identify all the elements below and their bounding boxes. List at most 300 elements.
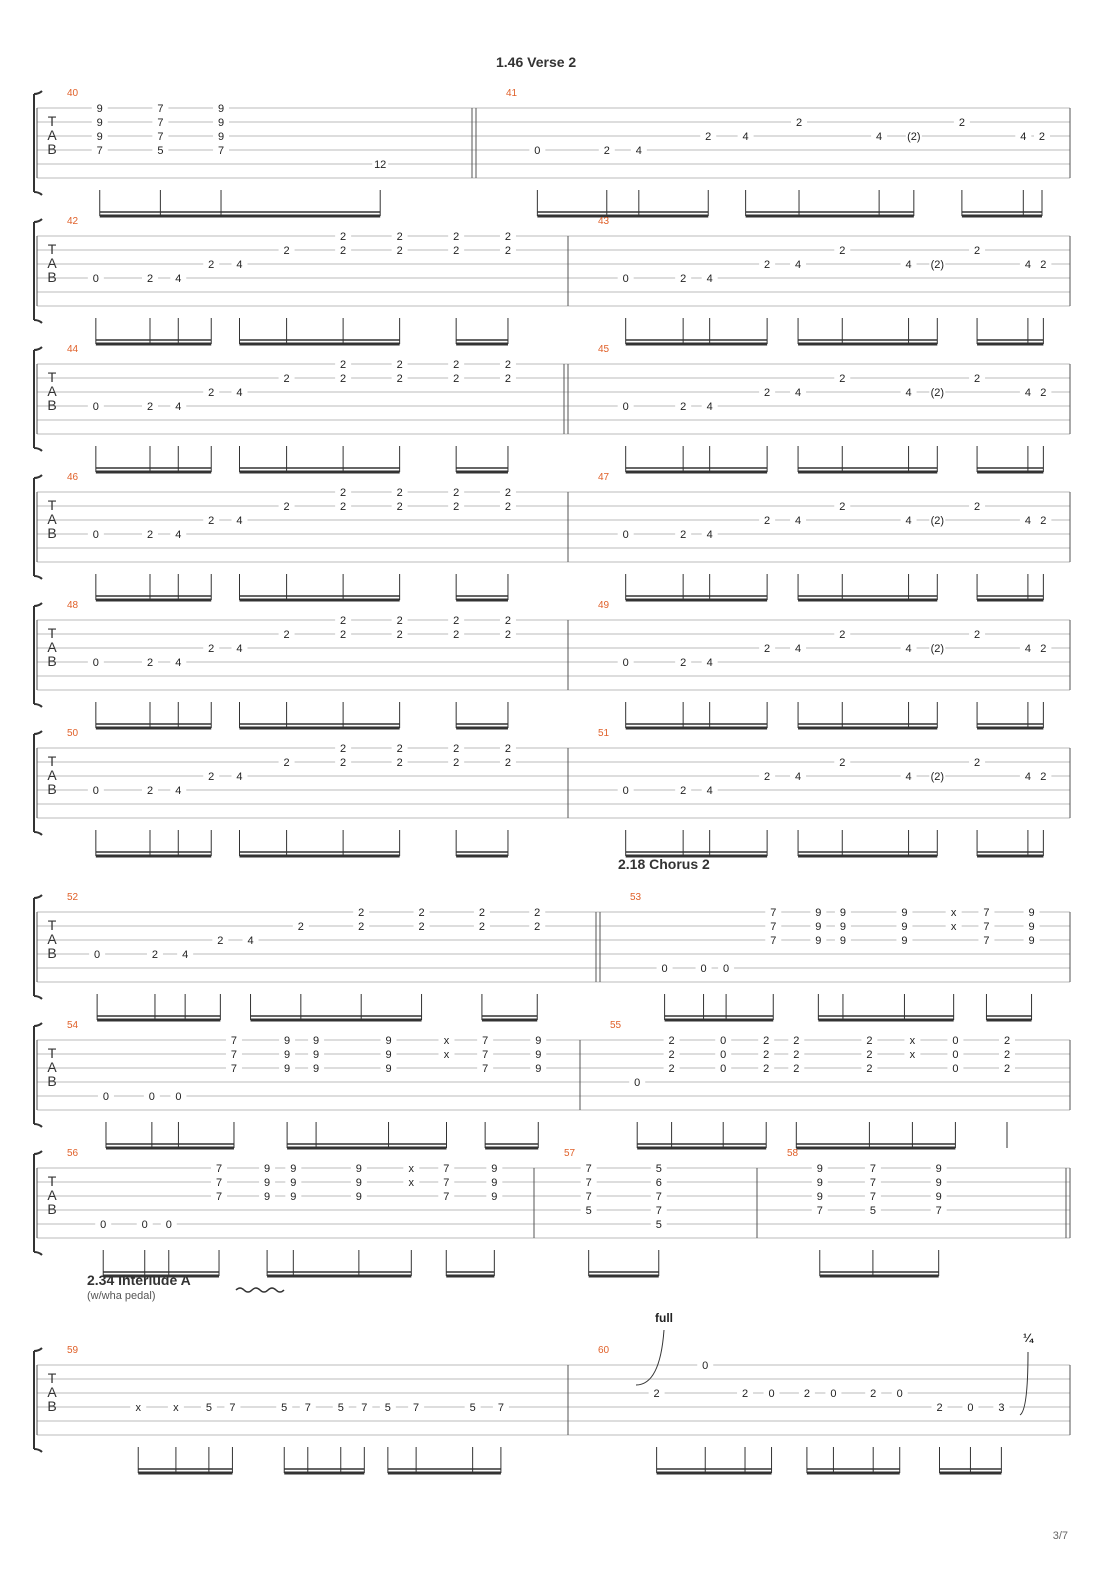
fret-number: 7 [869,1177,876,1189]
system-bracket [34,1348,42,1452]
fret-number: 0 [102,1091,110,1103]
fret-number: 5 [384,1402,391,1414]
fret-number: 0 [165,1219,172,1231]
fret-number: 2 [396,245,403,257]
fret-number: 9 [264,1163,271,1175]
fret-number: 0 [92,401,99,413]
fret-number: 7 [443,1191,450,1203]
fret-number: 2 [453,629,460,641]
fret-number: 0 [967,1402,974,1414]
fret-number: 9 [313,1035,320,1047]
fret-number: x [950,921,957,933]
fret-number: 2 [478,921,485,933]
fret-number: 5 [281,1402,288,1414]
fret-number: 9 [355,1191,362,1203]
fret-number: 2 [974,373,981,385]
fret-number: 2 [453,615,460,627]
fret-number: 2 [974,629,981,641]
fret-number: 0 [700,963,707,975]
fret-number: 2 [478,907,485,919]
fret-number: 2 [680,273,687,285]
system-bracket [34,603,42,707]
measure-number: 60 [598,1345,610,1356]
fret-number: 2 [504,743,512,755]
fret-number: 4 [1024,771,1031,783]
measure-number: 51 [598,728,610,739]
fret-number: 2 [358,907,365,919]
tab-clef-letter: B [47,525,57,541]
measure-number: 43 [598,216,610,227]
bend-quarter-label: ¼ [1022,1331,1034,1345]
fret-number: 7 [217,145,225,157]
fret-number: 7 [869,1191,876,1203]
fret-number: 2 [866,1049,873,1061]
fret-number: 9 [284,1049,291,1061]
fret-number: 9 [313,1063,320,1075]
fret-number: 7 [215,1163,223,1175]
fret-number: 4 [742,131,749,143]
measure-number: 41 [506,88,518,99]
fret-number: 4 [905,259,912,271]
fret-number: 4 [236,259,243,271]
fret-number: x [173,1402,179,1414]
tab-clef-letter: B [47,397,57,413]
section-verse-2: 1.46 Verse 2 [496,54,577,70]
fret-number: 2 [208,643,215,655]
fret-number: 2 [217,935,224,947]
fret-number: 4 [794,771,802,783]
fret-number: 9 [491,1177,498,1189]
fret-number: (2) [930,515,945,527]
fret-number: 2 [763,1035,770,1047]
fret-number: 0 [622,273,629,285]
fret-number: 4 [635,145,642,157]
fret-number: 4 [706,529,713,541]
measure-number: 58 [787,1148,799,1159]
fret-number: 9 [1028,907,1035,919]
fret-number: 9 [385,1063,392,1075]
tab-clef-letter: T [47,1370,57,1386]
fret-number: 9 [816,1177,823,1189]
fret-number: 0 [661,963,668,975]
tab-clef-letter: B [47,141,57,157]
fret-number: 2 [283,501,290,513]
fret-number: 2 [866,1063,873,1075]
fret-number: 7 [983,907,990,919]
fret-number: 0 [622,785,629,797]
fret-number: 9 [839,921,847,933]
tab-clef-letter: B [47,653,57,669]
tab-clef-letter: T [47,369,57,385]
tab-clef-letter: T [47,497,57,513]
fret-number: 2 [396,615,403,627]
fret-number: 2 [340,501,347,513]
fret-number: 2 [534,921,541,933]
fret-number: 2 [453,501,460,513]
fret-number: 2 [504,231,512,243]
fret-number: 9 [355,1177,362,1189]
fret-number: 2 [534,907,541,919]
fret-number: 2 [396,359,403,371]
fret-number: 4 [1024,259,1031,271]
fret-number: 9 [355,1163,362,1175]
fret-number: 2 [340,359,347,371]
fret-number: 9 [284,1035,291,1047]
fret-number: 7 [935,1205,942,1217]
fret-number: 7 [215,1191,223,1203]
fret-number: 0 [720,1035,727,1047]
fret-number: (2) [930,771,945,783]
fret-number: 2 [870,1388,877,1400]
fret-number: 7 [157,131,164,143]
fret-number: 9 [96,103,103,115]
fret-number: 0 [634,1077,641,1089]
fret-number: 4 [905,771,912,783]
fret-number: (2) [930,387,945,399]
fret-number: 2 [396,487,403,499]
fret-number: 2 [340,615,347,627]
fret-number: 2 [1003,1063,1011,1075]
fret-number: 2 [453,487,460,499]
wha-pedal-note: (w/wha pedal) [87,1290,156,1302]
fret-number: 4 [794,387,802,399]
fret-number: 2 [974,501,981,513]
fret-number: 4 [175,401,182,413]
fret-number: 2 [705,131,712,143]
measure-number: 46 [67,472,79,483]
fret-number: 4 [1024,515,1031,527]
fret-number: 5 [655,1219,662,1231]
fret-number: 4 [175,657,182,669]
fret-number: 9 [217,117,225,129]
fret-number: 2 [453,373,460,385]
fret-number: 2 [151,949,159,961]
fret-number: 2 [668,1035,675,1047]
fret-number: 0 [622,529,629,541]
fret-number: 2 [764,387,771,399]
fret-number: 4 [236,771,243,783]
fret-number: x [909,1035,916,1047]
fret-number: 2 [764,259,771,271]
fret-number: 9 [535,1049,542,1061]
fret-number: 2 [1038,131,1046,143]
fret-number: 2 [839,501,846,513]
fret-number: 2 [283,629,290,641]
fret-number: 2 [453,757,460,769]
fret-number: 2 [1003,1049,1011,1061]
fret-number: 9 [385,1049,392,1061]
fret-number: 6 [655,1177,662,1189]
tab-clef-letter: T [47,917,57,933]
fret-number: 7 [157,103,164,115]
fret-number: 7 [230,1049,238,1061]
fret-number: 2 [208,515,215,527]
fret-number: 7 [413,1402,420,1414]
fret-number: 2 [208,771,215,783]
fret-number: 2 [340,373,347,385]
fret-number: 2 [793,1063,800,1075]
fret-number: 2 [283,245,290,257]
fret-number: 9 [491,1191,498,1203]
fret-number: 9 [264,1177,271,1189]
fret-number: 2 [974,757,981,769]
fret-number: x [950,907,957,919]
fret-number: 2 [146,401,154,413]
system-bracket [34,91,42,195]
fret-number: 4 [905,515,912,527]
fret-number: 7 [482,1035,489,1047]
measure-number: 52 [67,892,79,903]
fret-number: 7 [655,1191,662,1203]
fret-number: 2 [680,529,687,541]
fret-number: 2 [283,373,290,385]
fret-number: 5 [655,1163,662,1175]
fret-number: 4 [794,259,802,271]
fret-number: 2 [668,1063,675,1075]
fret-number: 9 [815,907,822,919]
fret-number: 2 [936,1402,943,1414]
fret-number: 0 [92,529,99,541]
fret-number: 9 [290,1177,297,1189]
fret-number: 0 [830,1388,837,1400]
fret-number: 7 [304,1402,311,1414]
fret-number: 2 [283,757,290,769]
tab-clef-letter: B [47,269,57,285]
fret-number: 9 [491,1163,498,1175]
wha-squiggle-icon [236,1288,284,1292]
fret-number: 4 [182,949,189,961]
measure-number: 40 [67,88,79,99]
system-bracket [34,895,42,999]
tab-clef-letter: A [47,639,57,655]
fret-number: 2 [418,907,425,919]
fret-number: 12 [374,159,387,171]
measure-number: 47 [598,472,610,483]
fret-number: 0 [94,949,101,961]
fret-number: 4 [1024,643,1031,655]
fret-number: 9 [935,1177,942,1189]
fret-number: 9 [290,1191,297,1203]
tab-clef-letter: B [47,781,57,797]
fret-number: 2 [958,117,965,129]
fret-number: 0 [141,1219,148,1231]
measure-number: 50 [67,728,79,739]
tab-clef-letter: A [47,127,57,143]
fret-number: 9 [535,1063,542,1075]
fret-number: 2 [603,145,610,157]
fret-number: 7 [770,935,777,947]
fret-number: 0 [896,1388,903,1400]
fret-number: 5 [469,1402,476,1414]
fret-number: 2 [803,1388,810,1400]
fret-number: x [135,1402,141,1414]
fret-number: 5 [585,1205,592,1217]
measure-number: 48 [67,600,79,611]
fret-number: 2 [764,643,771,655]
system-bracket [34,219,42,323]
fret-number: 9 [284,1063,291,1075]
fret-number: 2 [1040,515,1047,527]
fret-number: 7 [443,1177,450,1189]
fret-number: 7 [585,1191,592,1203]
fret-number: 2 [1040,387,1047,399]
fret-number: 2 [340,231,347,243]
fret-number: 7 [96,145,103,157]
fret-number: 0 [702,1360,709,1372]
fret-number: 7 [585,1177,592,1189]
fret-number: 7 [816,1205,823,1217]
fret-number: 7 [585,1163,592,1175]
fret-number: 2 [146,657,154,669]
fret-number: 9 [1028,921,1035,933]
fret-number: 2 [763,1049,770,1061]
fret-number: 2 [208,387,215,399]
measure-number: 45 [598,344,610,355]
fret-number: 2 [1040,259,1047,271]
fret-number: 4 [706,401,713,413]
fret-number: 7 [770,921,777,933]
fret-number: 9 [839,907,847,919]
fret-number: 2 [764,515,771,527]
fret-number: 4 [1020,131,1027,143]
fret-number: 7 [983,935,990,947]
fret-number: 2 [680,657,687,669]
page-number: 3/7 [1052,1530,1068,1542]
fret-number: 7 [157,117,164,129]
fret-number: 4 [794,515,802,527]
fret-number: 2 [680,785,687,797]
fret-number: 0 [720,1063,727,1075]
fret-number: 0 [768,1388,775,1400]
tab-clef-letter: B [47,1073,57,1089]
fret-number: 9 [815,921,822,933]
fret-number: 7 [229,1402,236,1414]
measure-number: 54 [67,1020,79,1031]
fret-number: 2 [418,921,425,933]
fret-number: x [408,1163,415,1175]
fret-number: 2 [453,743,460,755]
fret-number: 3 [998,1402,1005,1414]
fret-number: 9 [264,1191,271,1203]
fret-number: 9 [96,131,103,143]
fret-number: 2 [297,921,304,933]
fret-number: (2) [930,643,945,655]
fret-number: 2 [396,743,403,755]
fret-number: (2) [907,131,921,143]
measure-number: 42 [67,216,79,227]
fret-number: x [443,1035,450,1047]
fret-number: 7 [497,1402,504,1414]
fret-number: 2 [453,359,460,371]
tab-clef-letter: A [47,931,57,947]
measure-number: 49 [598,600,610,611]
fret-number: 4 [794,643,802,655]
fret-number: 2 [396,231,403,243]
tab-clef-letter: T [47,113,57,129]
fret-number: 9 [217,131,225,143]
fret-number: x [443,1049,450,1061]
fret-number: 0 [622,657,629,669]
fret-number: 2 [340,487,347,499]
section-chorus-2: 2.18 Chorus 2 [618,856,710,872]
fret-number: 0 [952,1063,959,1075]
fret-number: x [909,1049,916,1061]
system-bracket [34,1023,42,1127]
system-bracket [34,347,42,451]
tab-clef-letter: A [47,1384,57,1400]
tab-clef-letter: A [47,1059,57,1075]
fret-number: 4 [905,387,912,399]
fret-number: 2 [504,373,512,385]
fret-number: 2 [763,1063,770,1075]
fret-number: 4 [175,529,182,541]
system-bracket [34,475,42,579]
measure-number: 53 [630,892,642,903]
fret-number: 7 [443,1163,450,1175]
system-bracket [34,731,42,835]
fret-number: 2 [1040,643,1047,655]
fret-number: 9 [901,935,908,947]
fret-number: 5 [337,1402,344,1414]
fret-number: 2 [146,529,154,541]
fret-number: 2 [504,757,512,769]
fret-number: 7 [770,907,777,919]
fret-number: 9 [217,103,225,115]
fret-number: 4 [236,643,243,655]
fret-number: 0 [723,963,730,975]
fret-number: 2 [1040,771,1047,783]
measure-number: 55 [610,1020,622,1031]
fret-number: 0 [92,273,99,285]
fret-number: 0 [148,1091,155,1103]
section-interlude-a: 2.34 Interlude A [87,1272,191,1288]
fret-number: 2 [453,231,460,243]
fret-number: 9 [96,117,103,129]
fret-number: 4 [175,785,182,797]
fret-number: 9 [901,921,908,933]
fret-number: 9 [901,907,908,919]
fret-number: 4 [236,515,243,527]
fret-number: 9 [313,1049,320,1061]
fret-number: 7 [230,1035,238,1047]
fret-number: 0 [622,401,629,413]
fret-number: 4 [175,273,182,285]
bend-arrow-full [636,1330,664,1385]
system-bracket [34,1151,42,1255]
fret-number: 2 [839,629,846,641]
fret-number: 2 [1003,1035,1011,1047]
fret-number: 0 [100,1219,107,1231]
fret-number: 5 [157,145,164,157]
fret-number: 2 [793,1035,800,1047]
fret-number: 9 [535,1035,542,1047]
tab-clef-letter: T [47,241,57,257]
fret-number: 2 [340,629,347,641]
fret-number: 2 [504,245,512,257]
tab-clef-letter: T [47,753,57,769]
fret-number: 7 [361,1402,368,1414]
fret-number: 9 [839,935,847,947]
fret-number: 9 [935,1191,942,1203]
fret-number: 2 [668,1049,675,1061]
fret-number: 9 [385,1035,392,1047]
fret-number: 2 [504,501,512,513]
fret-number: 7 [215,1177,223,1189]
fret-number: 9 [935,1163,942,1175]
fret-number: 4 [876,131,883,143]
fret-number: 2 [504,487,512,499]
fret-number: 2 [396,501,403,513]
